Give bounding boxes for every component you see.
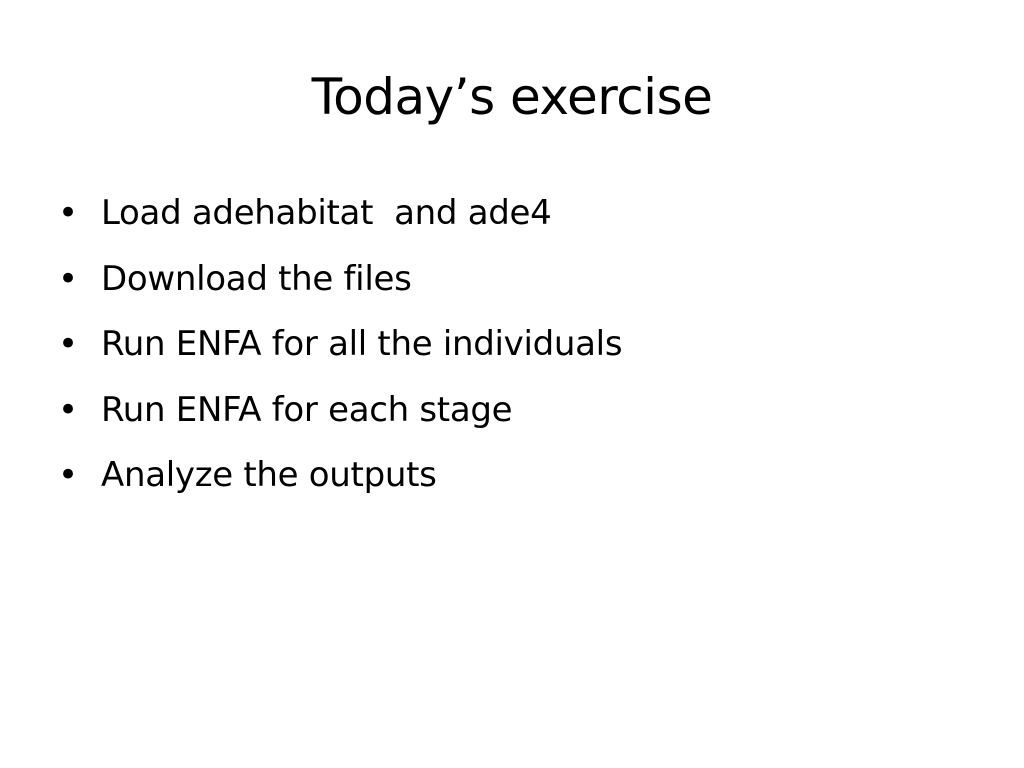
bullet-text: Load adehabitat and ade4 bbox=[101, 193, 552, 233]
list-item bbox=[58, 248, 622, 314]
bullet-icon: • bbox=[58, 193, 79, 233]
slide-title: Today’s exercise bbox=[311, 68, 713, 126]
list-item bbox=[58, 182, 622, 248]
bullet-list bbox=[58, 182, 622, 510]
bullet-text: Download the files bbox=[101, 258, 412, 299]
bullet-text: Analyze the outputs bbox=[101, 455, 437, 495]
bullet-icon: • bbox=[58, 389, 79, 430]
list-item bbox=[58, 444, 622, 510]
bullet-icon: • bbox=[58, 455, 79, 495]
bullet-icon: • bbox=[58, 258, 79, 299]
bullet-text: Run ENFA for all the individuals bbox=[101, 324, 623, 364]
list-item bbox=[58, 379, 622, 445]
list-item bbox=[58, 313, 622, 379]
bullet-text: Run ENFA for each stage bbox=[101, 389, 513, 430]
bullet-icon: • bbox=[58, 324, 79, 364]
